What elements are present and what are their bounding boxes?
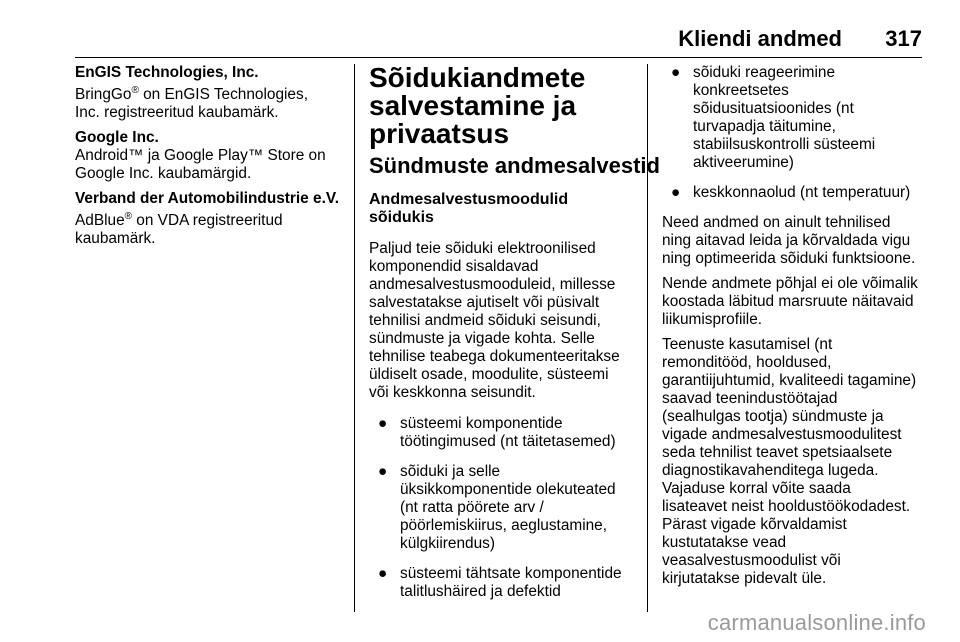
section-heading: Andmesalvestusmoodulid sõidukis xyxy=(369,191,569,226)
page-header xyxy=(75,26,922,56)
column-divider-2 xyxy=(647,64,648,612)
trademark-heading: Google Inc. xyxy=(75,129,159,147)
trademark-heading: Verband der Automobilindustrie e.V. xyxy=(75,190,339,208)
watermark: carmanualsonline.info xyxy=(707,610,926,635)
page-number: 317 xyxy=(885,26,922,51)
trademark-line: Inc. registreeritud kaubamärk. xyxy=(75,104,279,122)
bullet-icon: ● xyxy=(378,463,388,480)
list-item: ● süsteemi tähtsate komponentide talitlushäired ja defektid xyxy=(378,565,622,600)
trademark-heading: EnGIS Technologies, Inc. xyxy=(75,64,259,81)
trademark-block-engis xyxy=(75,64,347,122)
list-item: ● sõiduki reageerimine konkreetsetes sõidusituatsioonides (nt turvapadja täitumine, stabiilsuskontrolli süsteemi aktiveerumine) xyxy=(671,64,876,171)
column-1 xyxy=(75,64,347,255)
column-2 xyxy=(369,62,660,613)
intro-paragraph: Paljud teie sõiduki elektroonilised komponendid sisaldavad andmesalvestusmooduleid, millesse salvestatakse ajutiselt või püsivalt tehnilisi andmeid sõiduki seisundi, sündmuste ja vigade kohta. Selle tehnilise teabega dokumenteeritakse üldiselt osade, moodulite, süsteemi või keskkonna seisundit. xyxy=(369,240,620,401)
column-divider-1 xyxy=(354,64,355,612)
paragraph: Nende andmete põhjal ei ole võimalik koostada läbitud marsruute näitavaid liikumisprofiile. xyxy=(662,275,918,328)
bullet-icon: ● xyxy=(671,64,681,81)
column-3 xyxy=(662,64,927,595)
bullet-icon: ● xyxy=(378,415,388,432)
section-title: Sõidukiandmete salvestamine ja privaatsus xyxy=(369,62,586,149)
header-title: Kliendi andmed xyxy=(678,26,842,51)
section-subtitle: Sündmuste andmesalvestid xyxy=(369,153,660,178)
trademark-line: AdBlue® on VDA registreeritud xyxy=(75,211,283,230)
list-item: ● keskkonnaolud (nt temperatuur) xyxy=(671,184,911,201)
trademark-line: BringGo® on EnGIS Technologies, xyxy=(75,85,308,104)
trademark-line: Android™ ja Google Play™ Store on xyxy=(75,147,326,165)
bullet-icon: ● xyxy=(671,184,681,201)
paragraph: Teenuste kasutamisel (nt remonditööd, hooldused, garantiijuhtumid, kvaliteedi tagamine) saavad teenindustöötajad (sealhulgas tootja) sündmuste ja vigade andmesalvestusmoodulitest seda tehnilist teavet spetsiaalsete diagnostikavahenditega lugeda. Vajaduse korral võite saada lisateavet neist hooldustöökodadest. Pärast vigade kõrvaldamist kustutatakse vead veasalvestusmoodulist või kirjutatakse pidevalt üle. xyxy=(662,336,917,587)
trademark-block-vda xyxy=(75,190,347,248)
header-divider xyxy=(75,57,922,58)
list-item: ● sõiduki ja selle üksikkomponentide olekuteated (nt ratta pöörete arv / pöörlemiskiirus, aeglustamine, külgkiirendus) xyxy=(378,463,616,552)
paragraph: Need andmed on ainult tehnilised ning aitavad leida ja kõrvaldada vigu ning optimeerida sõiduki funktsioone. xyxy=(662,214,916,267)
trademark-line: kaubamärk. xyxy=(75,230,156,248)
bullet-icon: ● xyxy=(378,565,388,582)
list-item: ● süsteemi komponentide töötingimused (nt täitetasemed) xyxy=(378,415,616,450)
trademark-block-google xyxy=(75,129,347,183)
trademark-line: Google Inc. kaubamärgid. xyxy=(75,165,252,183)
